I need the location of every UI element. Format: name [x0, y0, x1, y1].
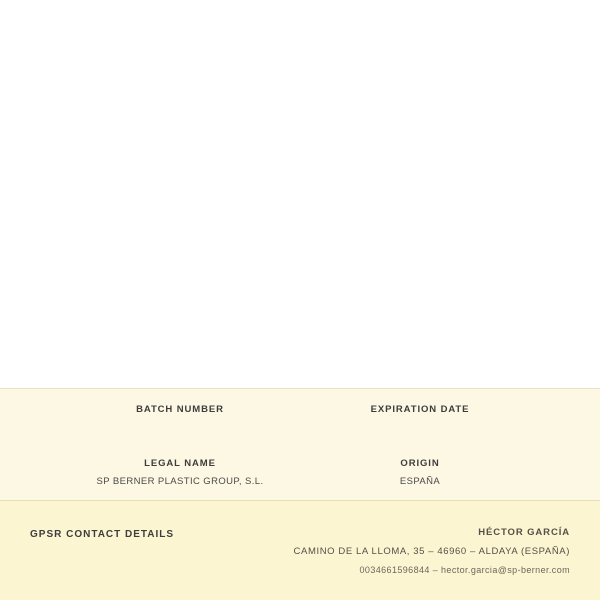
- batch-number-label: BATCH NUMBER: [136, 404, 224, 415]
- contact-phone-email: 0034661596844 – hector.garcia@sp-berner.com: [359, 565, 570, 575]
- legal-name-value: SP BERNER PLASTIC GROUP, S.L.: [96, 476, 264, 487]
- info-band: [0, 389, 600, 500]
- expiration-date-field: [300, 404, 540, 422]
- legal-name-field: [60, 458, 300, 487]
- gpsr-contact-details-title: GPSR CONTACT DETAILS: [30, 529, 175, 540]
- contact-person-name: HÉCTOR GARCÍA: [478, 527, 570, 538]
- legal-name-label: LEGAL NAME: [144, 458, 216, 469]
- expiration-date-label: EXPIRATION DATE: [370, 404, 470, 415]
- contact-details-block: [294, 527, 570, 575]
- origin-value: ESPAÑA: [399, 476, 441, 487]
- origin-field: [300, 458, 540, 487]
- info-grid: [0, 389, 600, 500]
- batch-number-field: [60, 404, 300, 422]
- origin-label: ORIGIN: [400, 458, 440, 469]
- contact-address: CAMINO DE LA LLOMA, 35 – 46960 – ALDAYA (ESPAÑA): [293, 546, 570, 557]
- contact-band: [0, 501, 600, 600]
